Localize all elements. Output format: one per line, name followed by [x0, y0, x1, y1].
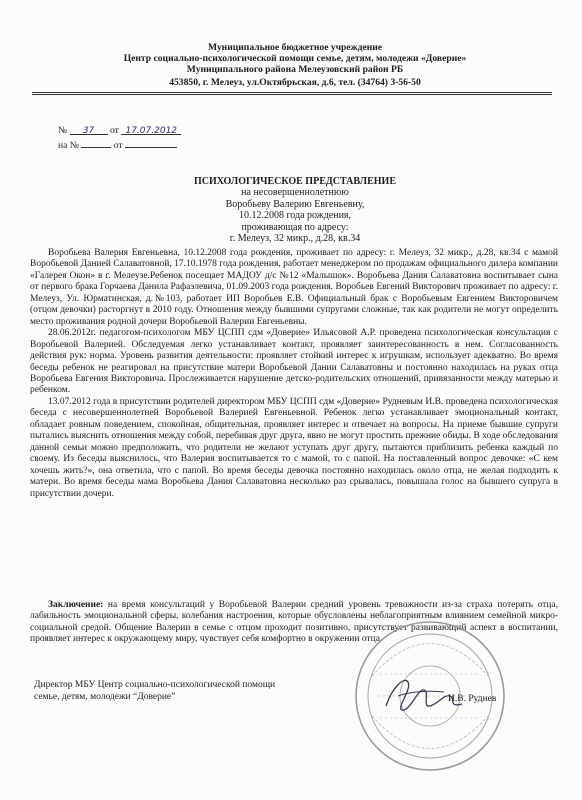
- org-name: Центр социально-психологической помощи семье, детям, молодежи «Доверие»: [123, 53, 467, 64]
- header-divider: [32, 92, 552, 93]
- title-line-4: проживающая по адресу:: [241, 221, 349, 233]
- number-label: №: [58, 125, 68, 136]
- conclusion-label: Заключение:: [48, 600, 104, 610]
- director-title: [34, 680, 334, 703]
- conclusion-text: на время консультаций у Воробьевой Валерии средний уровень тревожности из-за страха потерять отца, лабильность эмоциональной сферы, колебания настроения, которые обусловлены неблагоприятным влиянием семейной микро-социальной средой. Общение Валерии в семье с отцом проходит позитивно, присутствует развивающий аспект в воспитании, проявляет интерес к окружающему миру, чувствует себя комфортно в окружении отца.: [30, 600, 558, 645]
- date-label: от: [109, 125, 119, 136]
- paragraph-family: Воробьева Валерия Евгеньевна, 10.12.2008 года рождения, проживает по адресу: г. Мелеуз, 32 микр., д.28, кв.34 с мамой Воробьевой Данией Салаватовной, 17.10.1978 года рождения, работает менеджером по продажам официального дилера компании «Галерея Окон» в г. Мелеузе.Ребенок посещает МАДОУ д/с №12 «Малышок». Воробьева Дания Салаватовна воспитывает сына от первого брака Горчаева Данила Рафаэлевича, 01.09.2003 года рождения. Воробьев Евгений Викторович проживает по адресу: г. Мелеуз, Ул. Юрматинская, д.№103, работает ИП Воробьев Е.В. Официальный брак с Воробьевым Евгением Викторовичем (отцом девочки) расторгнут в 2010 году. Отношения между бывшими супругами сложные, так как родители не могут определить место проживания родной дочери Воробьевой Валерии Евгеньевны.: [30, 248, 558, 327]
- header-divider-2: [32, 94, 552, 95]
- title-line-2: Воробьеву Валерию Евгеньевну,: [225, 198, 365, 210]
- incoming-label: на №: [58, 140, 79, 151]
- outgoing-number: [58, 125, 181, 136]
- incoming-number: [58, 138, 177, 151]
- incoming-date-label: от: [113, 140, 123, 151]
- document-title: [60, 176, 530, 244]
- director-line-1: Директор МБУ Центр социально-психологической помощи: [34, 680, 276, 690]
- date-value: 17.07.2012: [125, 126, 178, 136]
- director-name: И.В. Руднев: [448, 694, 497, 704]
- director-signature: [378, 668, 468, 718]
- org-district: Муниципального района Мелеузовский район РБ: [186, 64, 404, 75]
- paragraph-conversation: 13.07.2012 года в присутствии родителей директором МБУ ЦСПП сдм «Доверие» Рудневым И.В. проведена психологическая беседа с несовершеннолетней Воробьевой Валерией Евгеньевной. Ребенок легко устанавливает эмоциональный контакт, обладает ровным поведением, спокойная, общительная, проявляет интерес и отвечает на вопросы. На приеме бывшие супруги пытались выяснить отношения между собой, перебивая друг друга, явно не могут простить прежние обиды. В ходе обследования данной семьи можно предположить, что родители не желают уступать друг другу, пытаются приблизить ребенка каждый по своему. Из беседы выяснилось, что Валерия воспитывается то с мамой, то с папой. На поставленный вопрос девочке: «С кем хочешь жить?», она ответила, что с папой. Во время беседы девочка постоянно находилась около отца, не желая подходить к матери. Во время беседы мама Воробьева Дания Салаватовна несколько раз срывалась, повышала голос на бывшего супруга в присутствии дочери.: [30, 396, 558, 499]
- org-type: Муниципальное бюджетное учреждение: [207, 42, 383, 53]
- director-line-2: семье, детям, молодежи “Доверие”: [34, 691, 176, 702]
- title-heading: ПСИХОЛОГИЧЕСКОЕ ПРЕДСТАВЛЕНИЕ: [193, 176, 396, 187]
- document-body: [30, 248, 558, 500]
- org-header: [40, 42, 550, 88]
- number-value: 37: [82, 126, 95, 136]
- title-line-1: на несовершеннолетнюю: [241, 187, 349, 199]
- org-address: 453850, г. Мелеуз, ул.Октябрьская, д.6, тел. (34764) 3-56-50: [169, 77, 421, 88]
- title-line-3: 10.12.2008 года рождения,: [238, 210, 352, 222]
- paragraph-consultation: 28.06.2012г. педагогом-психологом МБУ ЦСПП сдм «Доверие» Ильясовой А.Р. проведена психологическая консультация с Воробьевой Валерией. Обследуемая легко устанавливает контакт, проявляет заинтересованность в нем. Согласованность действия рук: норма. Уровень развития деятельности: проявляет стойкий интерес к игрушкам, использует адекватно. Во время беседы ребенок не реагировал на присутствие матери Воробьевой Дании Салаватовны и постоянно находилась на руках отца Воробьева Евгения Викторовича. Прослеживается нарушение детско-родительских отношений, привязанности между матерью и ребенком.: [30, 328, 558, 396]
- title-line-5: г. Мелеуз, 32 микр., д.28, кв.34: [229, 233, 361, 245]
